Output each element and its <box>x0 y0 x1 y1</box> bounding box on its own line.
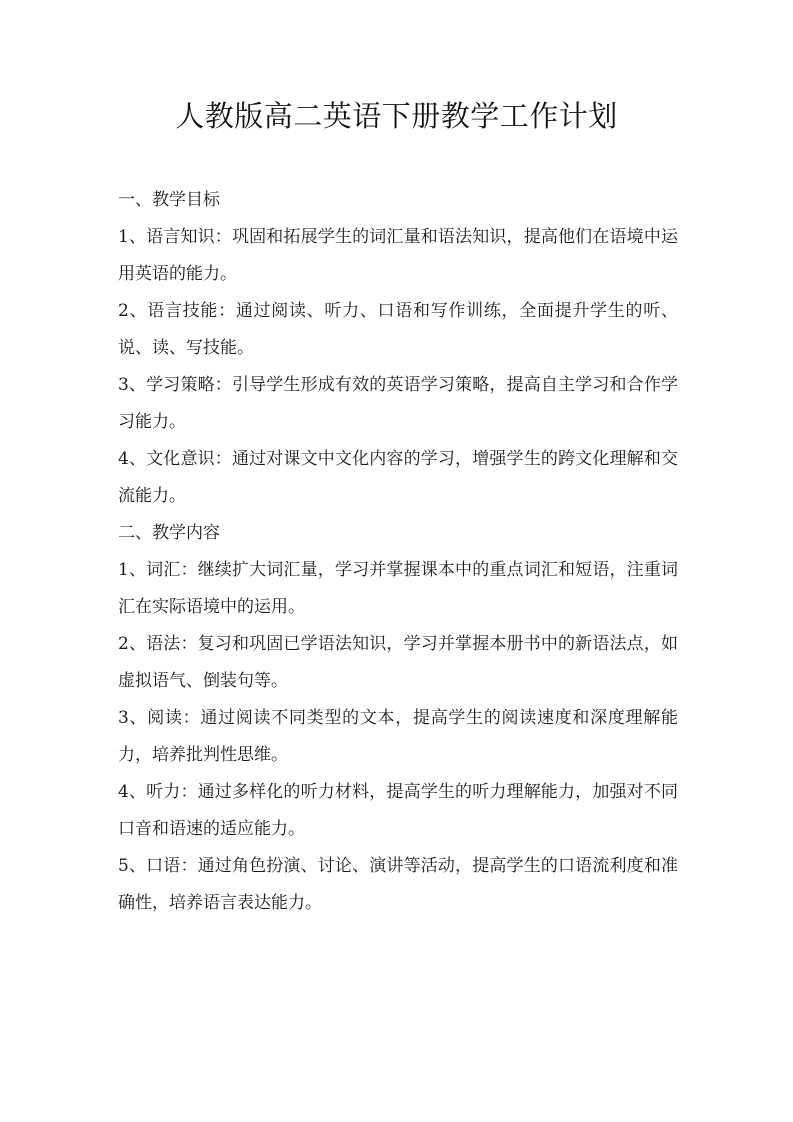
paragraph-reading: 3、阅读：通过阅读不同类型的文本，提高学生的阅读速度和深度理解能力，培养批判性思维。 <box>118 708 678 765</box>
paragraph-grammar: 2、语法：复习和巩固已学语法知识，学习并掌握本册书中的新语法点，如虚拟语气、倒装句等。 <box>118 634 678 691</box>
paragraph-vocabulary: 1、词汇：继续扩大词汇量，学习并掌握课本中的重点词汇和短语，注重词汇在实际语境中的运用。 <box>118 560 678 617</box>
paragraph-listening: 4、听力：通过多样化的听力材料，提高学生的听力理解能力，加强对不同口音和语速的适应能力。 <box>118 782 678 839</box>
paragraph-learning-strategies: 3、学习策略：引导学生形成有效的英语学习策略，提高自主学习和合作学习能力。 <box>118 375 678 432</box>
paragraph-cultural-awareness: 4、文化意识：通过对课文中文化内容的学习，增强学生的跨文化理解和交流能力。 <box>118 449 678 506</box>
paragraph-language-knowledge: 1、语言知识：巩固和拓展学生的词汇量和语法知识，提高他们在语境中运用英语的能力。 <box>118 227 678 284</box>
paragraph-language-skills: 2、语言技能：通过阅读、听力、口语和写作训练，全面提升学生的听、说、读、写技能。 <box>118 301 678 358</box>
document-body <box>118 182 678 922</box>
section-heading-content: 二、教学内容 <box>118 523 220 543</box>
section-heading-objectives: 一、教学目标 <box>118 190 220 210</box>
paragraph-speaking: 5、口语：通过角色扮演、讨论、演讲等活动，提高学生的口语流利度和准确性，培养语言表达能力。 <box>118 856 678 913</box>
document-title: 人教版高二英语下册教学工作计划 <box>175 99 618 133</box>
